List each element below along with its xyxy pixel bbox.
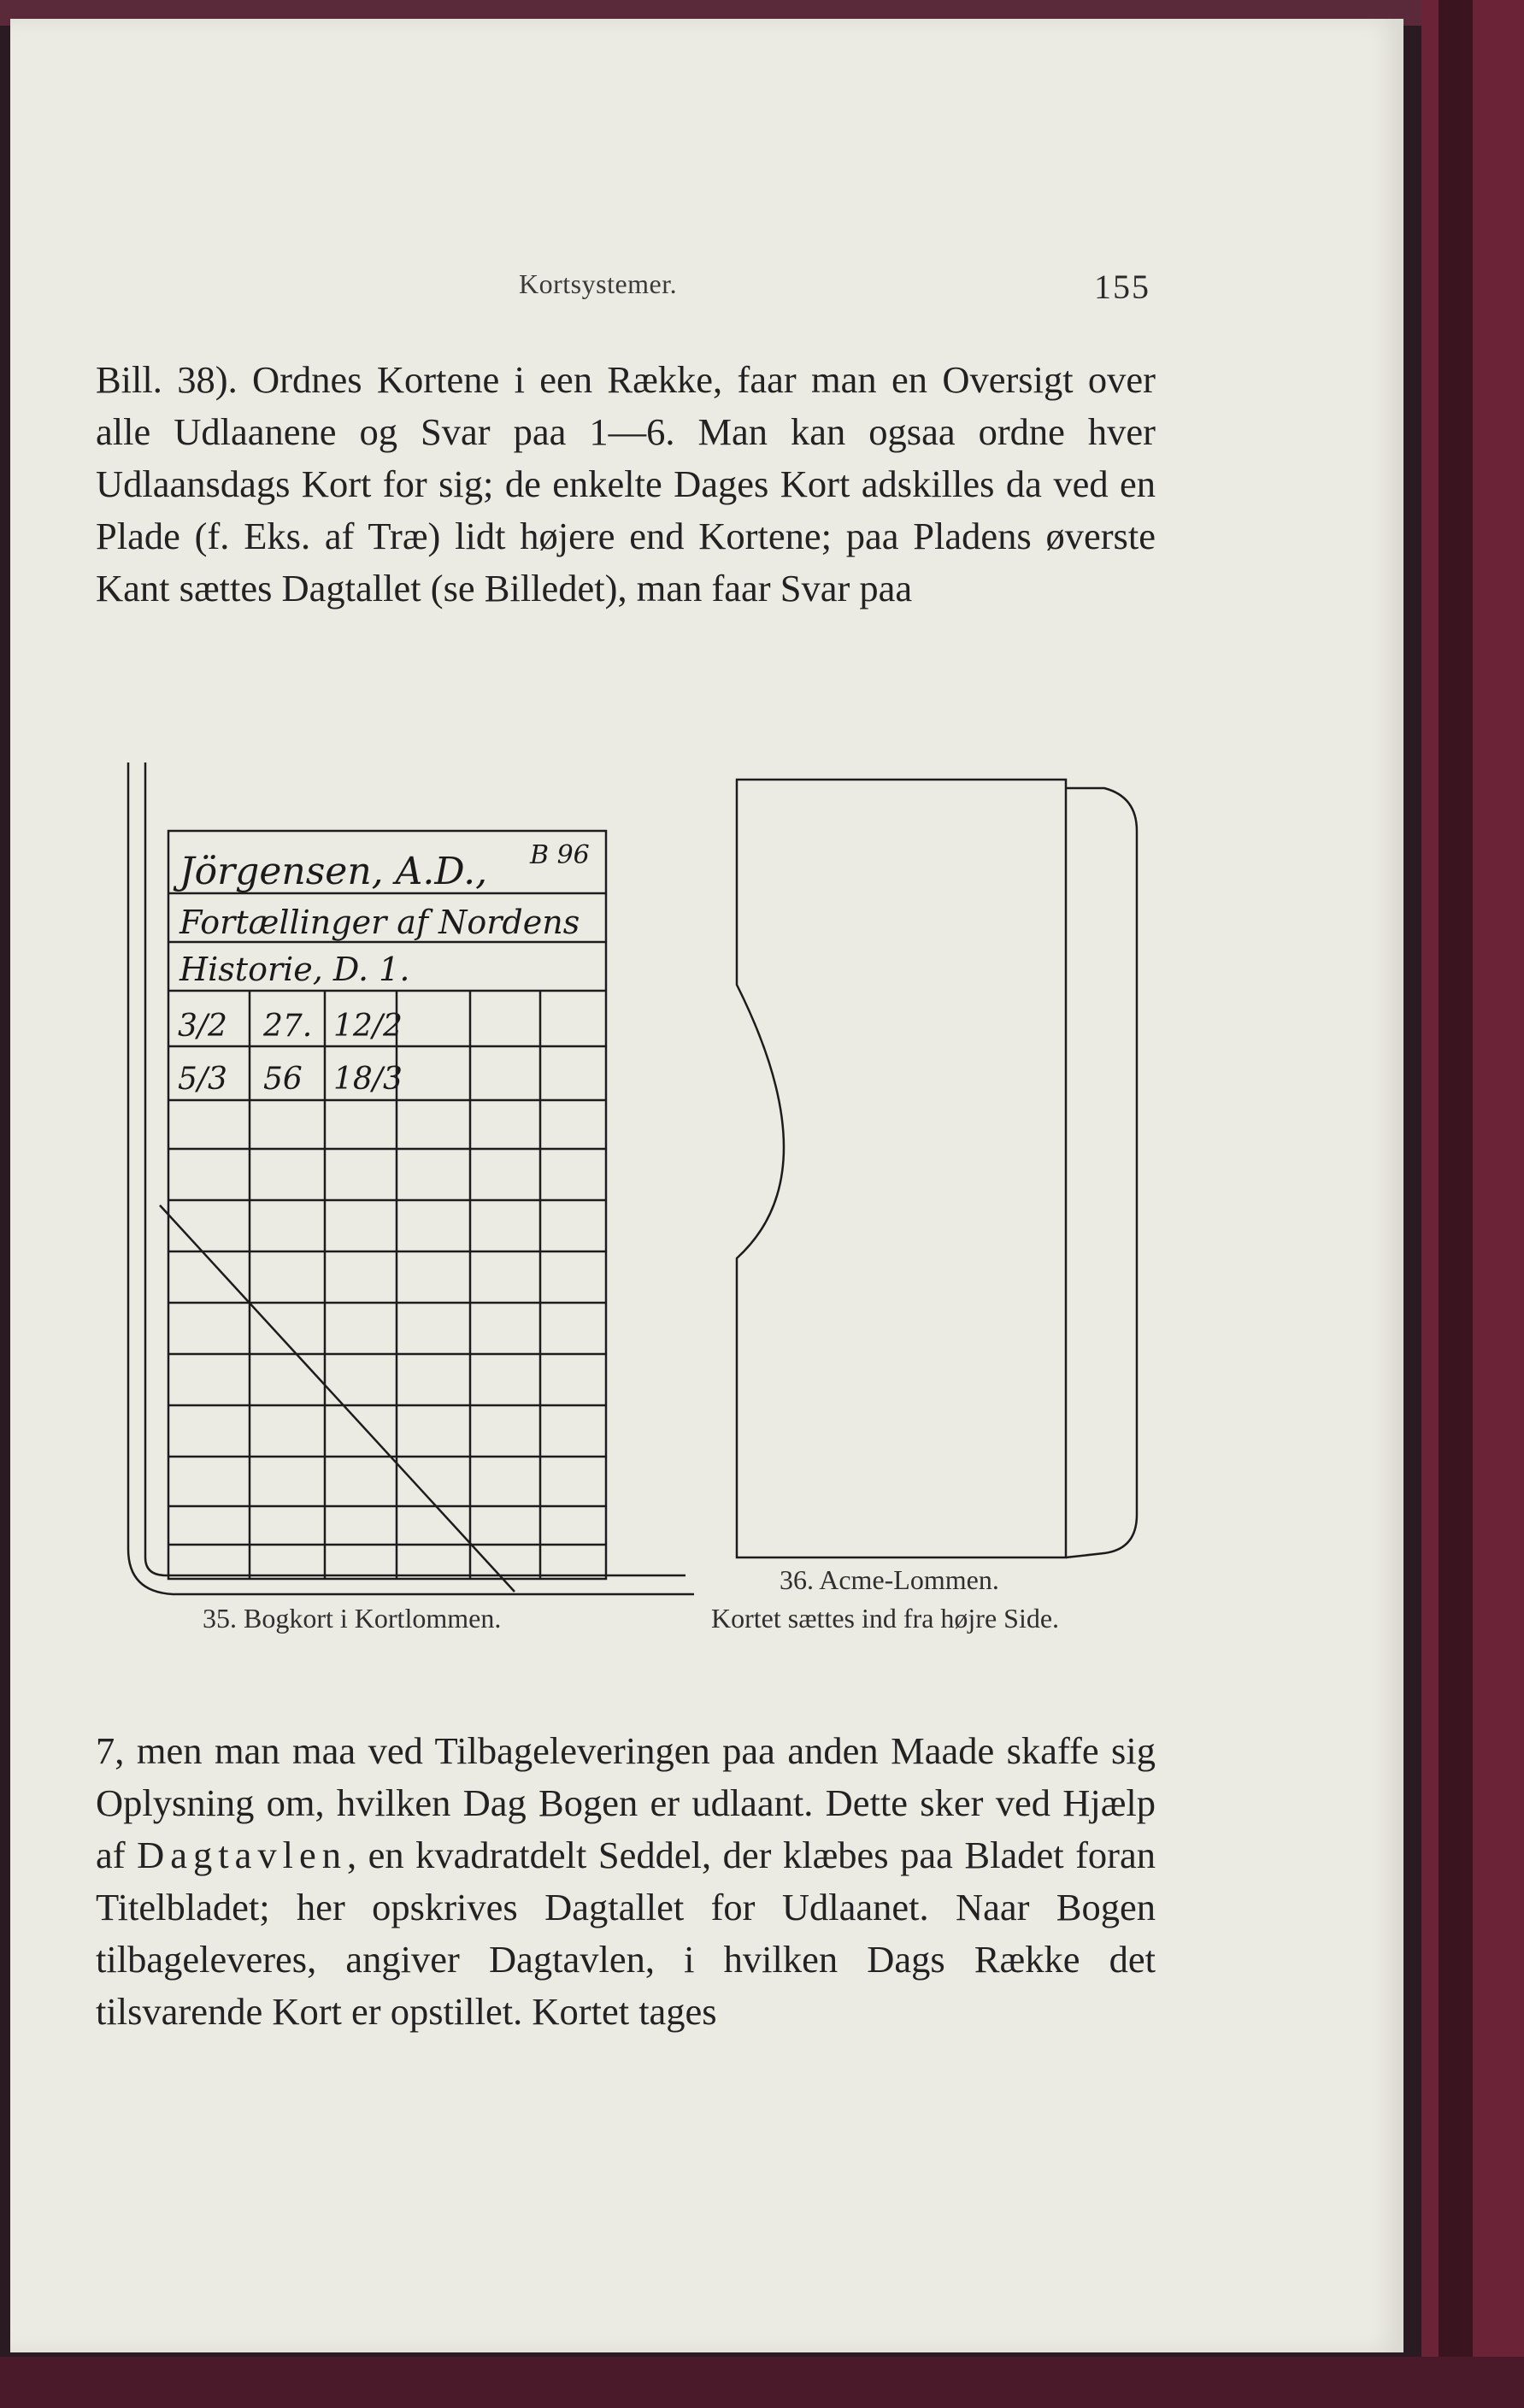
card-line-3: Historie, D. 1. [179,951,410,988]
paragraph-bottom [96,1725,1156,2038]
card-cell-r1c3: 12/2 [333,1009,403,1044]
book-binding-spine [1439,0,1473,2408]
card-cell-r1c2: 27. [263,1009,313,1044]
card-cell-r2c3: 18/3 [333,1062,403,1097]
paragraph-2-spaced-term: Dagtavlen [137,1834,347,1876]
figure-35-caption: 35. Bogkort i Kortlommen. [203,1603,502,1634]
acme-pocket-outline [737,780,1066,1557]
running-head [10,258,1403,309]
card-line-1-mark: B 96 [530,840,590,870]
paragraph-2-before: 7, men man maa ved Tilbageleveringen paa anden Maade skaffe sig Oplysning om, hvilken Dag Bogen er udlaant. Dette sker ved Hjælp af [96,1729,1156,1876]
running-title: Kortsystemer. [519,268,678,299]
book-binding-edge [1421,0,1524,2408]
paragraph-top [96,354,1156,615]
book-binding-bottom [0,2357,1524,2408]
figure-36-caption-line-1: 36. Acme-Lommen. [780,1564,999,1595]
paragraph-2-after: , en kvadratdelt Seddel, der klæbes paa Bladet foran Titelbladet; her opskrives Dagtallet for Udlaanet. Naar Bogen tilbageleveres, angiver Dagtavlen, i hvilken Dags Række det tilsvarende Kort er opstillet. Kortet tages [96,1834,1156,2033]
card-cell-r1c1: 3/2 [178,1009,227,1044]
card-diagonal [160,1205,515,1592]
figure-35-drawing [121,737,703,1609]
figure-36 [728,762,1147,1575]
figure-36-caption-line-2: Kortet sættes ind fra højre Side. [711,1603,1060,1634]
book-page [10,19,1403,2352]
card-line-1: Jörgensen, A.D., [179,850,488,893]
figure-35 [121,737,703,1609]
page-number: 155 [1094,268,1150,306]
card-cell-r2c1: 5/3 [178,1062,227,1097]
paragraph-1-text: Bill. 38). Ordnes Kortene i een Række, faar man en Oversigt over alle Udlaanene og Svar paa 1—6. Man kan ogsaa ordne hver Udlaansdags Kort for sig; de enkelte Dages Kort adskilles da ved en Plade (f. Eks. af Træ) lidt højere end Kortene; paa Pladens øverste Kant sættes Dagtallet (se Billedet), man faar Svar paa [96,358,1156,609]
paragraph-2 [96,1725,1156,2038]
acme-card-edge [1066,788,1137,1557]
figure-36-drawing [728,762,1147,1575]
card-line-2: Fortællinger af Nordens [179,904,580,941]
card-cell-r2c2: 56 [263,1062,303,1097]
